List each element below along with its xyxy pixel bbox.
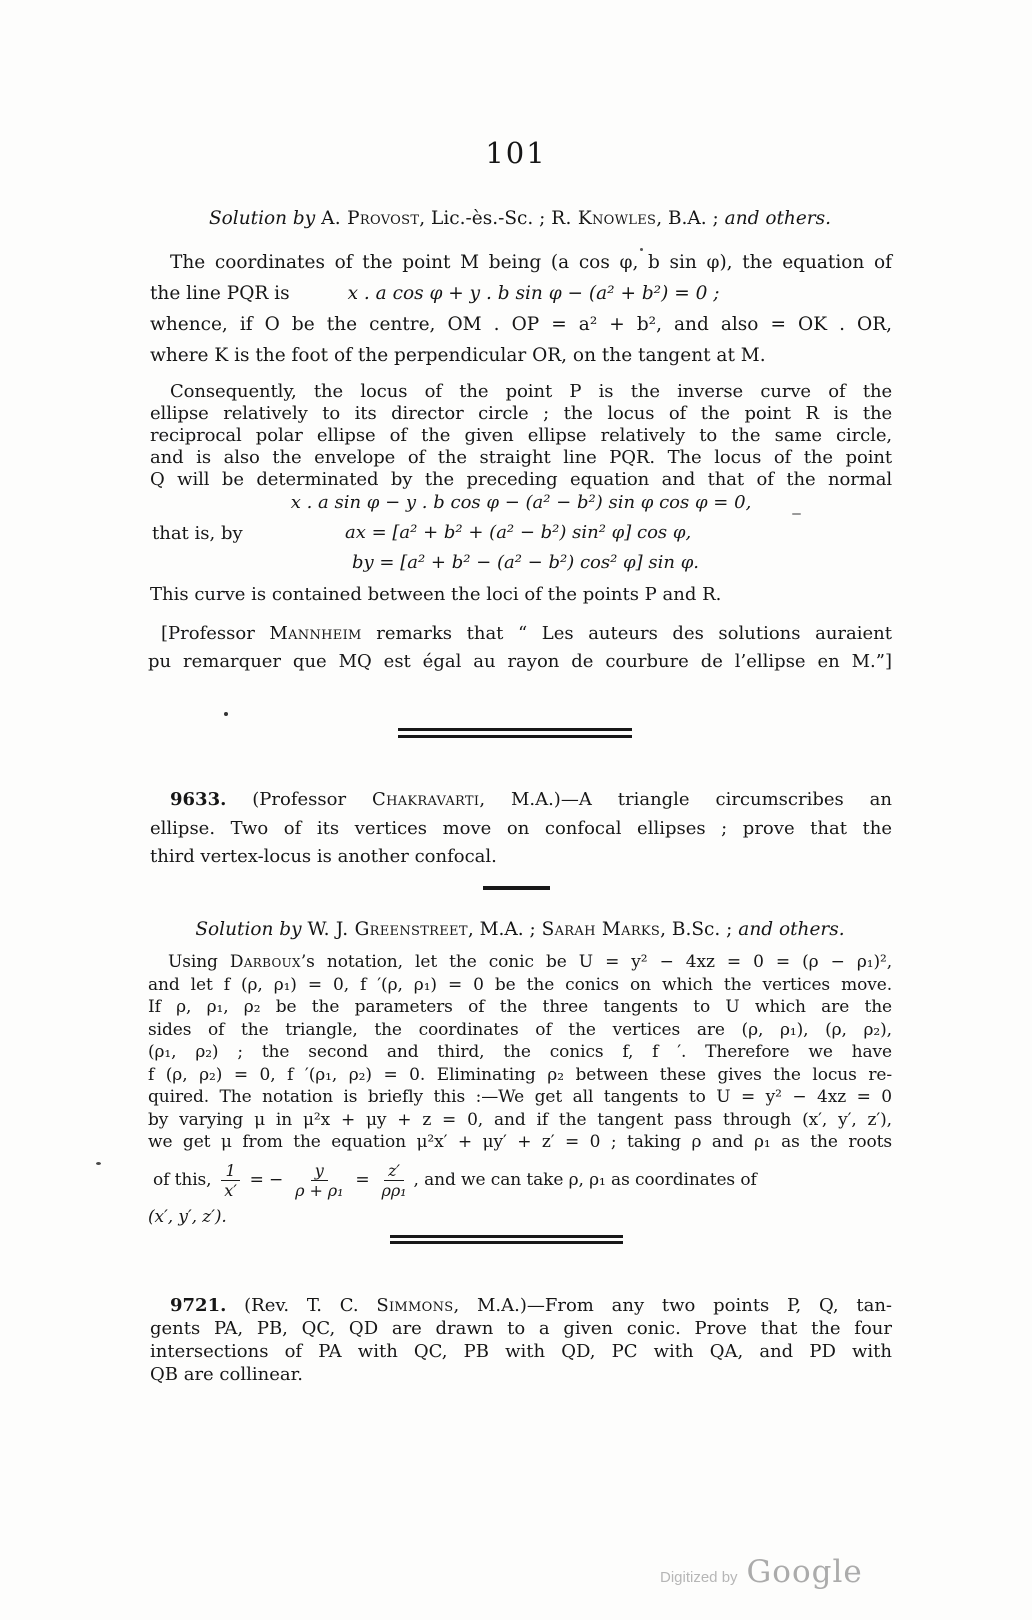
fraction-zprime-over-rho-product: $\frac{z'}{\text{ρρ₁}}$ xyxy=(381,1161,407,1200)
text-line: and is also the envelope of the straight line PQR. The locus of the point xyxy=(150,447,892,468)
text-line: ellipse. Two of its vertices move on confocal ellipses ; prove that the xyxy=(150,817,892,839)
text-line: third vertex-locus is another confocal. xyxy=(150,846,497,867)
page-number: 101 xyxy=(485,136,547,170)
text-line: [Professor Mannheim remarks that “ Les auteurs des solutions auraient xyxy=(161,623,892,644)
fraction-suffix: , and we can take ρ, ρ₁ as coordinates of xyxy=(413,1170,757,1191)
equation-by: by = [a² + b² − (a² − b²) cos² φ] sin φ. xyxy=(352,552,700,573)
text-line-with-equation: the line PQR is x . a cos φ + y . b sin φ − (a² + b²) = 0 ; xyxy=(150,283,720,304)
text-line: quired. The notation is briefly this :—We get all tangents to U = y² − 4xz = 0 xyxy=(148,1087,892,1107)
text-line: 9633. (Professor Chakravarti, M.A.)—A triangle circumscribes an xyxy=(170,789,892,810)
digitized-by-label: Digitized by xyxy=(660,1569,738,1586)
equals-sign: = xyxy=(355,1170,370,1191)
scan-speck xyxy=(640,248,643,251)
scan-speck xyxy=(224,712,228,716)
single-rule-divider xyxy=(483,886,550,890)
text-line: 9721. (Rev. T. C. Simmons, M.A.)—From any two points P, Q, tan- xyxy=(170,1295,892,1316)
solution2-paragraph xyxy=(148,951,892,1228)
text-line: pu remarquer que MQ est égal au rayon de courbure de l’ellipse en M.”] xyxy=(148,651,892,672)
fraction-equation-line xyxy=(148,1156,892,1206)
text-line: If ρ, ρ₁, ρ₂ be the parameters of the three tangents to U which are the xyxy=(148,997,892,1017)
text-line: Q will be determinated by the preceding equation and that of the normal xyxy=(150,469,892,490)
text-line: we get μ from the equation μ²x′ + μy′ + z′ = 0 ; taking ρ and ρ₁ as the roots xyxy=(148,1132,892,1152)
text-line: The coordinates of the point M being (a cos φ, b sin φ), the equation of xyxy=(170,252,892,273)
text-line: ellipse relatively to its director circle ; the locus of the point R is the xyxy=(150,403,892,424)
solution1-paragraph1 xyxy=(150,247,892,371)
equals-minus: = − xyxy=(249,1170,284,1191)
equation-label: that is, by xyxy=(152,523,243,544)
solution1-paragraph2 xyxy=(150,381,892,491)
text-line: and let f (ρ, ρ₁) = 0, f ′(ρ, ρ₁) = 0 be the conics on which the vertices move. xyxy=(148,974,892,995)
digitization-watermark xyxy=(660,1554,863,1590)
problem-9633 xyxy=(150,786,892,872)
solution1-closing-line: This curve is contained between the loci of the points P and R. xyxy=(150,584,722,605)
double-rule-divider xyxy=(390,1235,623,1244)
normal-equation: x . a sin φ − y . b cos φ − (a² − b²) sin φ cos φ = 0, xyxy=(290,492,752,513)
fraction-prefix: of this, xyxy=(153,1170,212,1191)
text-line: gents PA, PB, QC, QD are drawn to a given conic. Prove that the four xyxy=(150,1318,892,1339)
mannheim-remark xyxy=(148,620,892,676)
google-logo: Google xyxy=(746,1554,863,1590)
double-rule-divider xyxy=(398,728,632,738)
fraction-1-over-xprime: $\frac{1}{x'}$ xyxy=(221,1161,239,1200)
equation-ax: ax = [a² + b² + (a² − b²) sin² φ] cos φ, xyxy=(345,522,692,543)
text-line: sides of the triangle, the coordinates of the vertices are (ρ, ρ₁), (ρ, ρ₂), xyxy=(148,1019,892,1040)
solution1-byline: Solution by A. Provost, Lic.-ès.-Sc. ; R. Knowles, B.A. ; and others. xyxy=(209,208,831,229)
text-line: intersections of PA with QC, PB with QD, PC with QA, and PD with xyxy=(150,1341,892,1362)
text-line: reciprocal polar ellipse of the given ellipse relatively to the same circle, xyxy=(150,425,892,446)
text-line: Consequently, the locus of the point P is the inverse curve of the xyxy=(170,381,892,402)
text-line: whence, if O be the centre, OM . OP = a² + b², and also = OK . OR, xyxy=(150,314,892,335)
text-line: QB are collinear. xyxy=(150,1364,303,1385)
text-line: by varying μ in μ²x + μy + z = 0, and if the tangent pass through (x′, y′, z′), xyxy=(148,1109,892,1130)
text-line: f (ρ, ρ₂) = 0, f ′(ρ₁, ρ₂) = 0. Eliminating ρ₂ between these gives the locus re- xyxy=(148,1064,892,1085)
problem-9721 xyxy=(150,1294,892,1386)
scan-speck xyxy=(792,513,801,515)
solution2-byline: Solution by W. J. Greenstreet, M.A. ; Sarah Marks, B.Sc. ; and others. xyxy=(195,919,845,940)
text-line: where K is the foot of the perpendicular OR, on the tangent at M. xyxy=(150,345,766,366)
fraction-y-over-rho-sum: $\frac{y}{\text{ρ + ρ₁}}$ xyxy=(295,1161,344,1200)
scan-speck xyxy=(96,1162,101,1165)
text-line: (ρ₁, ρ₂) ; the second and third, the conics f, f ′. Therefore we have xyxy=(148,1042,892,1062)
text-line: Using Darboux’s notation, let the conic be U = y² − 4xz = 0 = (ρ − ρ₁)², xyxy=(168,952,892,972)
text-line: (x′, y′, z′). xyxy=(148,1206,227,1227)
